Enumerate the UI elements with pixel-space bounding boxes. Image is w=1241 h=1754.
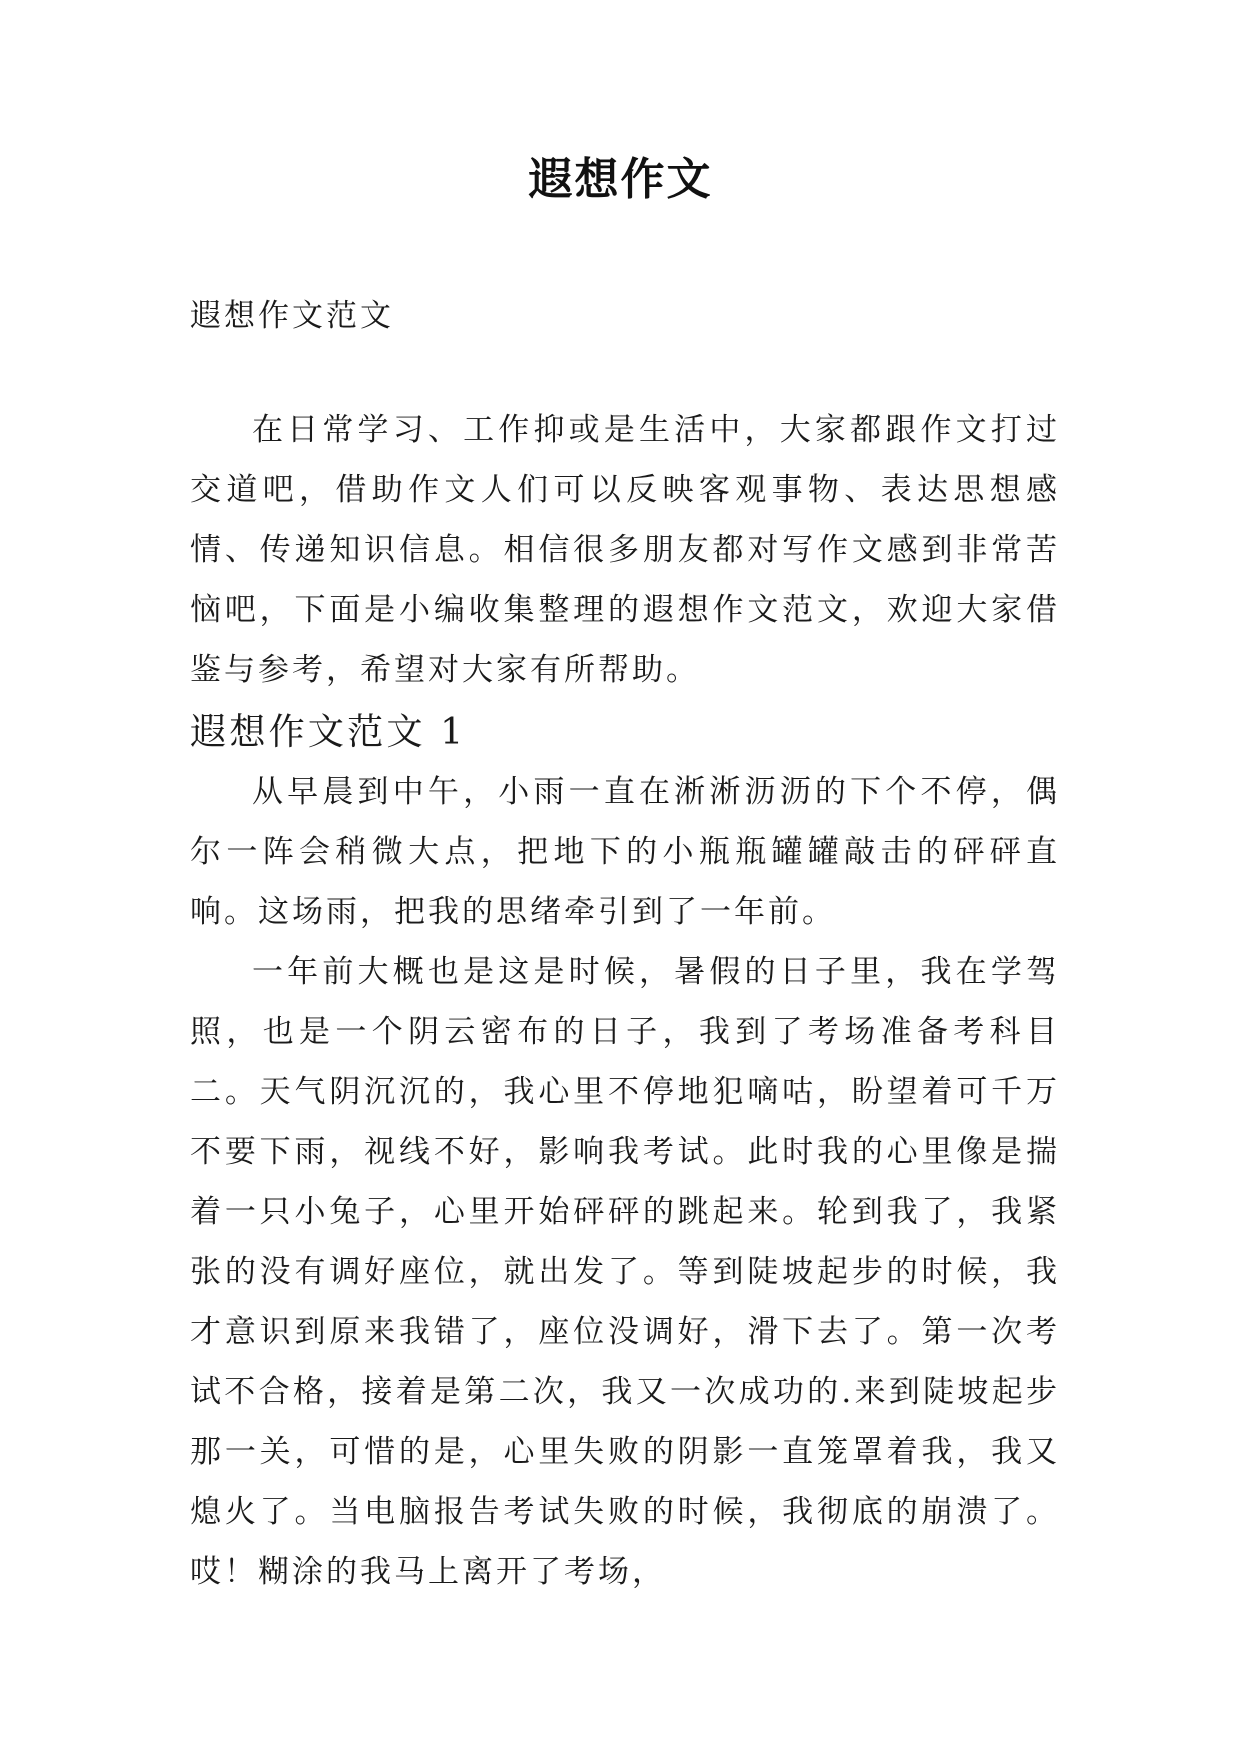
document-title: 遐想作文 bbox=[528, 154, 713, 205]
section-paragraph: 一年前大概也是这是时候，暑假的日子里，我在学驾照，也是一个阴云密布的日子，我到了考场准备考科目二。天气阴沉沉的，我心里不停地犯嘀咕，盼望着可千万不要下雨，视线不好，影响我考试。此时我的心里像是揣着一只小兔子，心里开始砰砰的跳起来。轮到我了，我紧张的没有调好座位，就出发了。等到陡坡起步的时候，我才意识到原来我错了，座位没调好，滑下去了。第一次考试不合格，接着是第二次，我又一次成功的.来到陡坡起步那一关，可惜的是，心里失败的阴影一直笼罩着我，我又熄火了。当电脑报告考试失败的时候，我彻底的崩溃了。哎！糊涂的我马上离开了考场， bbox=[190, 954, 1060, 1590]
document-subtitle: 遐想作文范文 bbox=[190, 298, 394, 334]
section-paragraph: 从早晨到中午，小雨一直在淅淅沥沥的下个不停，偶尔一阵会稍微大点，把地下的小瓶瓶罐罐敲击的砰砰直响。这场雨，把我的思绪牵引到了一年前。 bbox=[190, 774, 1060, 930]
intro-paragraph: 在日常学习、工作抑或是生活中，大家都跟作文打过交道吧，借助作文人们可以反映客观事物、表达思想感情、传递知识信息。相信很多朋友都对写作文感到非常苦恼吧，下面是小编收集整理的遐想作文范文，欢迎大家借鉴与参考，希望对大家有所帮助。 bbox=[190, 412, 1060, 688]
essay-section bbox=[190, 702, 1060, 1602]
intro-block bbox=[190, 400, 1060, 700]
section-heading: 遐想作文范文 1 bbox=[190, 710, 467, 753]
